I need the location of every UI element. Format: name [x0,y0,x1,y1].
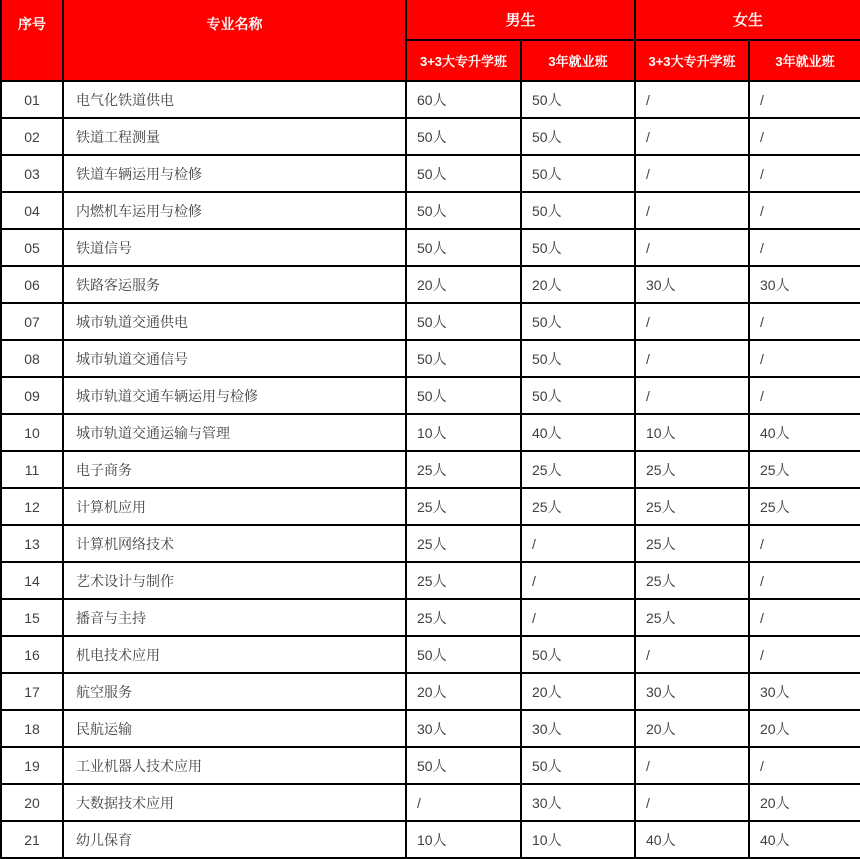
male-employment-count-cell: / [521,599,635,636]
female-advance-count-cell: / [635,192,749,229]
table-row [1,155,860,192]
major-name-cell: 幼儿保育 [63,821,406,858]
male-employment-count-cell: 50人 [521,303,635,340]
male-employment-count-cell: 50人 [521,747,635,784]
table-row [1,451,860,488]
major-name-cell: 电气化铁道供电 [63,81,406,118]
male-employment-count-cell: 50人 [521,636,635,673]
female-employment-count-cell: / [749,81,860,118]
female-advance-count-cell: 10人 [635,414,749,451]
male-advance-count-cell: 50人 [406,229,521,266]
serial-number-cell: 17 [1,673,63,710]
major-name-cell: 内燃机车运用与检修 [63,192,406,229]
major-name-cell: 城市轨道交通信号 [63,340,406,377]
female-employment-count-cell: / [749,192,860,229]
female-employment-count-cell: / [749,303,860,340]
header-female-group: 女生 [635,0,860,40]
serial-number-cell: 18 [1,710,63,747]
male-advance-count-cell: 25人 [406,488,521,525]
female-employment-count-cell: / [749,340,860,377]
serial-number-cell: 14 [1,562,63,599]
female-advance-count-cell: / [635,81,749,118]
male-advance-count-cell: 50人 [406,747,521,784]
female-employment-count-cell: 40人 [749,821,860,858]
female-employment-count-cell: / [749,636,860,673]
female-employment-count-cell: / [749,118,860,155]
table-body [1,81,860,858]
table-row [1,377,860,414]
serial-number-cell: 07 [1,303,63,340]
male-advance-count-cell: 30人 [406,710,521,747]
serial-number-cell: 05 [1,229,63,266]
major-name-cell: 铁道工程测量 [63,118,406,155]
male-employment-count-cell: 25人 [521,488,635,525]
table-row [1,266,860,303]
male-employment-count-cell: / [521,525,635,562]
female-advance-count-cell: / [635,118,749,155]
male-employment-count-cell: 50人 [521,229,635,266]
male-employment-count-cell: 50人 [521,340,635,377]
male-employment-count-cell: 25人 [521,451,635,488]
male-advance-count-cell: 60人 [406,81,521,118]
female-employment-count-cell: 20人 [749,784,860,821]
serial-number-cell: 02 [1,118,63,155]
table-row [1,562,860,599]
male-employment-count-cell: 10人 [521,821,635,858]
table-row [1,636,860,673]
table-row [1,821,860,858]
major-name-cell: 城市轨道交通车辆运用与检修 [63,377,406,414]
male-advance-count-cell: / [406,784,521,821]
table-row [1,340,860,377]
major-name-cell: 铁道车辆运用与检修 [63,155,406,192]
table-row [1,81,860,118]
female-advance-count-cell: / [635,340,749,377]
female-advance-count-cell: / [635,377,749,414]
female-advance-count-cell: / [635,229,749,266]
major-name-cell: 铁路客运服务 [63,266,406,303]
male-advance-count-cell: 25人 [406,562,521,599]
male-advance-count-cell: 50人 [406,340,521,377]
male-advance-count-cell: 50人 [406,118,521,155]
table-row [1,710,860,747]
serial-number-cell: 20 [1,784,63,821]
female-employment-count-cell: / [749,525,860,562]
header-male-advance-class: 3+3大专升学班 [406,40,521,81]
male-advance-count-cell: 25人 [406,599,521,636]
serial-number-cell: 19 [1,747,63,784]
table-row [1,229,860,266]
table-row [1,488,860,525]
female-advance-count-cell: 40人 [635,821,749,858]
table-row [1,599,860,636]
table-header [1,0,860,81]
male-employment-count-cell: / [521,562,635,599]
male-advance-count-cell: 50人 [406,192,521,229]
serial-number-cell: 04 [1,192,63,229]
male-employment-count-cell: 50人 [521,81,635,118]
table-row [1,414,860,451]
major-name-cell: 艺术设计与制作 [63,562,406,599]
major-name-cell: 计算机应用 [63,488,406,525]
table-row [1,118,860,155]
header-serial-number: 序号 [1,0,63,81]
male-employment-count-cell: 20人 [521,673,635,710]
serial-number-cell: 10 [1,414,63,451]
major-name-cell: 城市轨道交通运输与管理 [63,414,406,451]
male-advance-count-cell: 10人 [406,821,521,858]
female-advance-count-cell: / [635,155,749,192]
male-advance-count-cell: 20人 [406,266,521,303]
serial-number-cell: 06 [1,266,63,303]
serial-number-cell: 15 [1,599,63,636]
male-employment-count-cell: 20人 [521,266,635,303]
major-name-cell: 航空服务 [63,673,406,710]
female-employment-count-cell: / [749,229,860,266]
header-row-groups [1,0,860,40]
male-advance-count-cell: 20人 [406,673,521,710]
female-advance-count-cell: 20人 [635,710,749,747]
header-female-advance-class: 3+3大专升学班 [635,40,749,81]
table-row [1,784,860,821]
major-name-cell: 工业机器人技术应用 [63,747,406,784]
female-employment-count-cell: 25人 [749,488,860,525]
serial-number-cell: 21 [1,821,63,858]
table-row [1,525,860,562]
female-advance-count-cell: / [635,747,749,784]
serial-number-cell: 13 [1,525,63,562]
serial-number-cell: 09 [1,377,63,414]
serial-number-cell: 01 [1,81,63,118]
serial-number-cell: 03 [1,155,63,192]
female-employment-count-cell: 40人 [749,414,860,451]
female-employment-count-cell: / [749,562,860,599]
female-advance-count-cell: 25人 [635,525,749,562]
serial-number-cell: 16 [1,636,63,673]
male-advance-count-cell: 50人 [406,636,521,673]
serial-number-cell: 11 [1,451,63,488]
major-name-cell: 民航运输 [63,710,406,747]
female-advance-count-cell: / [635,636,749,673]
major-name-cell: 播音与主持 [63,599,406,636]
male-employment-count-cell: 50人 [521,155,635,192]
header-male-employment-class: 3年就业班 [521,40,635,81]
female-advance-count-cell: 25人 [635,488,749,525]
table-row [1,303,860,340]
male-employment-count-cell: 50人 [521,118,635,155]
male-advance-count-cell: 50人 [406,303,521,340]
header-male-group: 男生 [406,0,635,40]
serial-number-cell: 12 [1,488,63,525]
female-employment-count-cell: / [749,155,860,192]
male-employment-count-cell: 50人 [521,192,635,229]
female-employment-count-cell: 30人 [749,266,860,303]
major-name-cell: 计算机网络技术 [63,525,406,562]
male-advance-count-cell: 10人 [406,414,521,451]
serial-number-cell: 08 [1,340,63,377]
female-advance-count-cell: / [635,303,749,340]
female-employment-count-cell: / [749,747,860,784]
female-employment-count-cell: / [749,599,860,636]
table-row [1,192,860,229]
major-name-cell: 大数据技术应用 [63,784,406,821]
female-advance-count-cell: 25人 [635,599,749,636]
female-advance-count-cell: / [635,784,749,821]
header-female-employment-class: 3年就业班 [749,40,860,81]
female-advance-count-cell: 25人 [635,451,749,488]
female-employment-count-cell: 25人 [749,451,860,488]
major-name-cell: 铁道信号 [63,229,406,266]
male-employment-count-cell: 50人 [521,377,635,414]
male-advance-count-cell: 50人 [406,155,521,192]
male-employment-count-cell: 30人 [521,784,635,821]
male-advance-count-cell: 25人 [406,525,521,562]
female-employment-count-cell: / [749,377,860,414]
female-employment-count-cell: 20人 [749,710,860,747]
male-advance-count-cell: 50人 [406,377,521,414]
female-advance-count-cell: 30人 [635,266,749,303]
major-name-cell: 城市轨道交通供电 [63,303,406,340]
female-advance-count-cell: 30人 [635,673,749,710]
major-name-cell: 电子商务 [63,451,406,488]
major-name-cell: 机电技术应用 [63,636,406,673]
male-employment-count-cell: 40人 [521,414,635,451]
table-row [1,747,860,784]
female-employment-count-cell: 30人 [749,673,860,710]
header-major-name: 专业名称 [63,0,406,81]
male-advance-count-cell: 25人 [406,451,521,488]
male-employment-count-cell: 30人 [521,710,635,747]
table-row [1,673,860,710]
female-advance-count-cell: 25人 [635,562,749,599]
